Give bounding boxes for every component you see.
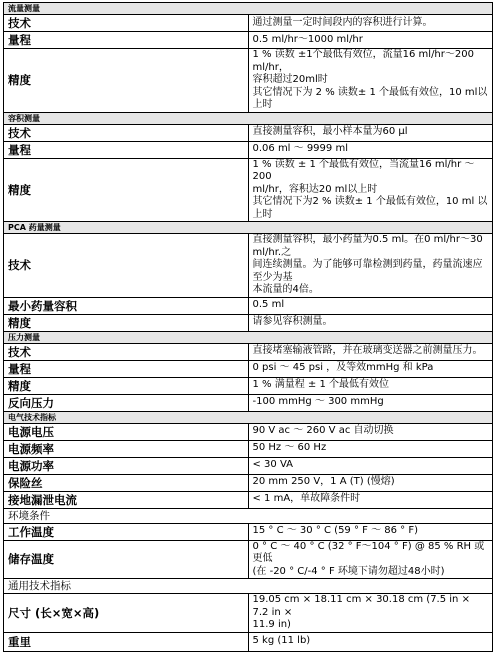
spec-value	[248, 540, 493, 579]
spec-value	[248, 594, 493, 633]
spec-value-line: 5 kg (11 lb)	[252, 635, 311, 647]
spec-row	[4, 632, 493, 651]
spec-row	[4, 474, 493, 491]
spec-value-line: 直接测量容积，最小药量为0.5 ml。在0 ml/hr～30 ml/hr.之	[252, 234, 483, 258]
spec-row	[4, 457, 493, 474]
spec-value	[248, 124, 493, 141]
spec-label: 量程	[4, 32, 249, 49]
section-header-row	[4, 3, 493, 15]
section-header-row	[4, 331, 493, 343]
spec-label: 反向压力	[4, 394, 249, 411]
spec-value	[248, 141, 493, 158]
spec-value	[248, 394, 493, 411]
spec-row	[4, 343, 493, 360]
spec-row	[4, 141, 493, 158]
spec-label: 尺寸 (长×宽×高)	[4, 594, 249, 633]
spec-value-line: 其它情况下为2 % 读数± 1 个最低有效位，10 ml 以上时	[252, 196, 488, 220]
section-title: 流量测量	[4, 3, 493, 15]
section-title: 电气技术指标	[4, 411, 493, 423]
section-header-row	[4, 508, 493, 523]
spec-label: 量程	[4, 360, 249, 377]
spec-value	[248, 234, 493, 298]
section-header-row	[4, 222, 493, 234]
spec-value	[248, 49, 493, 113]
section-title: PCA 药量测量	[4, 222, 493, 234]
spec-row	[4, 297, 493, 314]
spec-row	[4, 124, 493, 141]
spec-label: 精度	[4, 49, 249, 113]
spec-value	[248, 32, 493, 49]
spec-label: 精度	[4, 158, 249, 222]
spec-value-line: 11.9 in)	[252, 619, 291, 630]
spec-label: 工作温度	[4, 523, 249, 540]
spec-label: 储存温度	[4, 540, 249, 579]
spec-value-line: -100 mmHg ～ 300 mmHg	[252, 396, 384, 408]
spec-row	[4, 49, 493, 113]
spec-value	[248, 314, 493, 331]
spec-value	[248, 632, 493, 651]
spec-value	[248, 297, 493, 314]
spec-label: 精度	[4, 377, 249, 394]
spec-row	[4, 394, 493, 411]
spec-value-line: 0.06 ml ～ 9999 ml	[252, 143, 348, 155]
spec-row	[4, 540, 493, 579]
spec-label: 技术	[4, 343, 249, 360]
section-title: 通用技术指标	[4, 579, 493, 594]
spec-value	[248, 523, 493, 540]
spec-value	[248, 377, 493, 394]
spec-label: 电源功率	[4, 457, 249, 474]
spec-row	[4, 440, 493, 457]
spec-value-line: ml/hr，容积达20 ml以上时	[252, 183, 378, 195]
spec-value-line: 0 psi ～ 45 psi ，及等效mmHg 和 kPa	[252, 362, 434, 374]
spec-value	[248, 158, 493, 222]
spec-value-line: 容积超过20ml时	[252, 74, 328, 85]
section-header-row	[4, 411, 493, 423]
spec-row	[4, 158, 493, 222]
spec-value-line: 19.05 cm × 18.11 cm × 30.18 cm (7.5 in × 7.2 in ×	[252, 594, 470, 618]
spec-label: 接地漏泄电流	[4, 491, 249, 508]
section-title: 容积测量	[4, 112, 493, 124]
spec-value-line: 本流量的4倍。	[252, 284, 319, 295]
spec-table	[3, 2, 493, 652]
spec-value-line: 通过测量一定时间段内的容积进行计算。	[252, 16, 433, 28]
spec-row	[4, 234, 493, 298]
spec-value	[248, 423, 493, 440]
spec-label: 精度	[4, 314, 249, 331]
spec-label: 技术	[4, 15, 249, 32]
spec-value-line: 20 mm 250 V，1 A (T) (慢熔)	[252, 476, 395, 488]
spec-value-line: 间连续测量。为了能够可靠检测到药量，药量流速应至少为基	[252, 259, 483, 283]
spec-value-line: 直接堵塞输液管路，并在玻璃变送器之前测量压力。	[252, 345, 483, 357]
spec-label: 最小药量容积	[4, 297, 249, 314]
spec-label: 保险丝	[4, 474, 249, 491]
section-title: 环境条件	[4, 508, 493, 523]
section-header-row	[4, 112, 493, 124]
spec-row	[4, 594, 493, 633]
spec-value-line: (在 -20 ° C/-4 ° F 环境下请勿超过48小时)	[252, 565, 445, 577]
spec-value-line: < 1 mA，单故障条件时	[252, 493, 361, 505]
spec-label: 电源频率	[4, 440, 249, 457]
spec-label: 重里	[4, 632, 249, 651]
spec-row	[4, 360, 493, 377]
spec-value	[248, 360, 493, 377]
spec-value-line: 90 V ac ～ 260 V ac 自动切换	[252, 425, 394, 437]
spec-value-line: 1 % 读数 ± 1 个最低有效位，当流量16 ml/hr ～200	[252, 158, 475, 182]
spec-row	[4, 32, 493, 49]
spec-label: 量程	[4, 141, 249, 158]
section-header-row	[4, 579, 493, 594]
spec-value	[248, 474, 493, 491]
spec-row	[4, 491, 493, 508]
spec-row	[4, 314, 493, 331]
spec-value-line: 0.5 ml/hr～1000 ml/hr	[252, 33, 363, 45]
spec-row	[4, 15, 493, 32]
spec-value-line: 其它情况下为 2 % 读数± 1 个最低有效位，10 ml以上时	[252, 86, 488, 110]
spec-value-line: 直接测量容积，最小样本量为60 μl	[252, 126, 408, 138]
spec-label: 电源电压	[4, 423, 249, 440]
spec-value	[248, 343, 493, 360]
spec-value-line: 50 Hz ～ 60 Hz	[252, 442, 327, 454]
spec-row	[4, 423, 493, 440]
spec-value-line: 15 ° C ～ 30 ° C (59 ° F ～ 86 ° F)	[252, 525, 418, 537]
spec-label: 技术	[4, 124, 249, 141]
spec-label: 技术	[4, 234, 249, 298]
spec-row	[4, 523, 493, 540]
spec-value-line: 1 % 满量程 ± 1 个最低有效位	[252, 379, 389, 391]
spec-value	[248, 15, 493, 32]
spec-value-line: 1 % 读数 ±1个最低有效位，流量16 ml/hr～200 ml/hr，	[252, 49, 474, 73]
spec-value-line: 0.5 ml	[252, 299, 285, 311]
spec-row	[4, 377, 493, 394]
section-title: 压力测量	[4, 331, 493, 343]
spec-value	[248, 491, 493, 508]
spec-value-line: 请参见容积测量。	[252, 316, 333, 328]
spec-value	[248, 457, 493, 474]
spec-value-line: < 30 VA	[252, 459, 294, 471]
spec-value-line: 0 ° C ～ 40 ° C (32 ° F～104 ° F) @ 85 % RH 或更低	[252, 540, 485, 564]
spec-value	[248, 440, 493, 457]
